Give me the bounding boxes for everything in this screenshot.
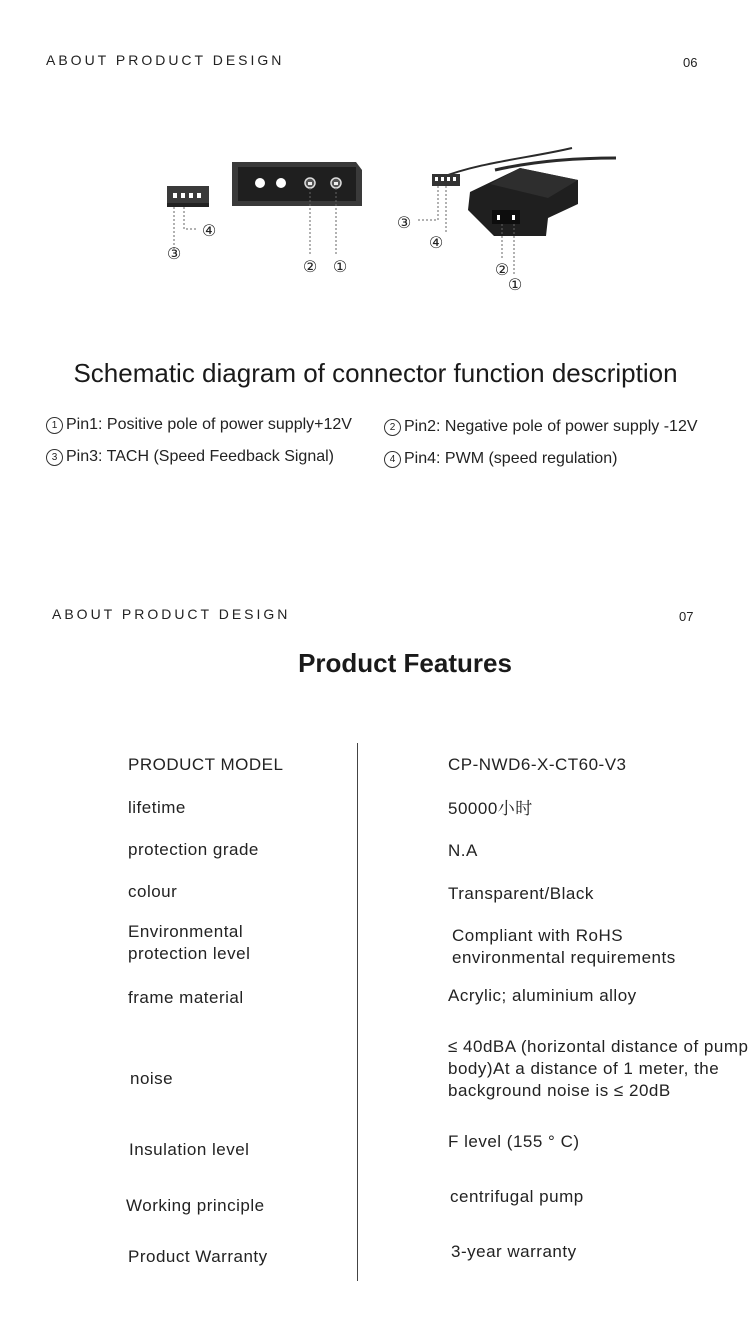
pin-number-badge: 2 — [384, 419, 401, 436]
pin-text: Pin3: TACH (Speed Feedback Signal) — [66, 448, 334, 465]
spec-value-working-principle: centrifugal pump — [450, 1187, 584, 1206]
cable-assembly — [432, 148, 616, 236]
page-number-06: 06 — [683, 55, 698, 70]
callout-2-right: ② — [494, 260, 510, 279]
pin-text: Pin4: PWM (speed regulation) — [404, 450, 618, 467]
pin-number-badge: 3 — [46, 449, 63, 466]
callout-1-right: ① — [507, 275, 523, 294]
pin-1-description — [46, 416, 352, 434]
spec-label-model: PRODUCT MODEL — [128, 755, 284, 774]
pin-number-badge: 4 — [384, 451, 401, 468]
spec-label-noise: noise — [130, 1069, 174, 1088]
callout-3-right: ③ — [396, 213, 412, 232]
molex-connector — [232, 162, 362, 206]
spec-label-warranty: Product Warranty — [128, 1247, 268, 1266]
spec-label-working-principle: Working principle — [126, 1196, 265, 1215]
pin-2-description — [384, 418, 698, 436]
spec-label-lifetime: lifetime — [128, 798, 186, 817]
pin-text: Pin1: Positive pole of power supply+12V — [66, 416, 352, 433]
spec-label-protection-grade: protection grade — [128, 840, 259, 859]
callout-4-left: ④ — [201, 221, 217, 240]
pin-text: Pin2: Negative pole of power supply -12V — [404, 418, 698, 435]
callout-2-middle: ② — [302, 257, 318, 276]
table-divider — [357, 743, 358, 1281]
spec-label-frame-material: frame material — [128, 988, 244, 1007]
fan-4pin-connector — [167, 186, 209, 207]
spec-value-lifetime: 50000小时 — [448, 799, 533, 818]
diagram-title: Schematic diagram of connector function description — [73, 358, 678, 388]
callout-1-middle: ① — [332, 257, 348, 276]
spec-value-protection-grade: N.A — [448, 841, 478, 860]
page-number-07: 07 — [679, 609, 694, 624]
spec-value-frame-material: Acrylic; aluminium alloy — [448, 986, 637, 1005]
spec-value-colour: Transparent/Black — [448, 884, 594, 903]
spec-label-colour: colour — [128, 882, 178, 901]
section-label-07: ABOUT PRODUCT DESIGN — [52, 606, 291, 622]
callout-3-left: ③ — [166, 244, 182, 263]
spec-value-model: CP-NWD6-X-CT60-V3 — [448, 755, 627, 774]
features-title: Product Features — [298, 648, 512, 678]
connector-diagram — [150, 140, 630, 310]
spec-label-environmental: Environmental protection level — [128, 922, 251, 963]
spec-value-warranty: 3-year warranty — [451, 1242, 577, 1261]
spec-value-environmental: Compliant with RoHS environmental requirements — [452, 926, 676, 967]
pin-3-description — [46, 448, 334, 466]
pin-number-badge: 1 — [46, 417, 63, 434]
pin-4-description — [384, 450, 617, 468]
spec-label-insulation: Insulation level — [129, 1140, 250, 1159]
spec-value-noise: ≤ 40dBA (horizontal distance of pump body)At a distance of 1 meter, the background noise is ≤ 20dB — [448, 1037, 749, 1100]
spec-value-insulation: F level (155 ° C) — [448, 1132, 580, 1151]
callout-4-right: ④ — [428, 233, 444, 252]
section-label-06: ABOUT PRODUCT DESIGN — [46, 52, 285, 68]
